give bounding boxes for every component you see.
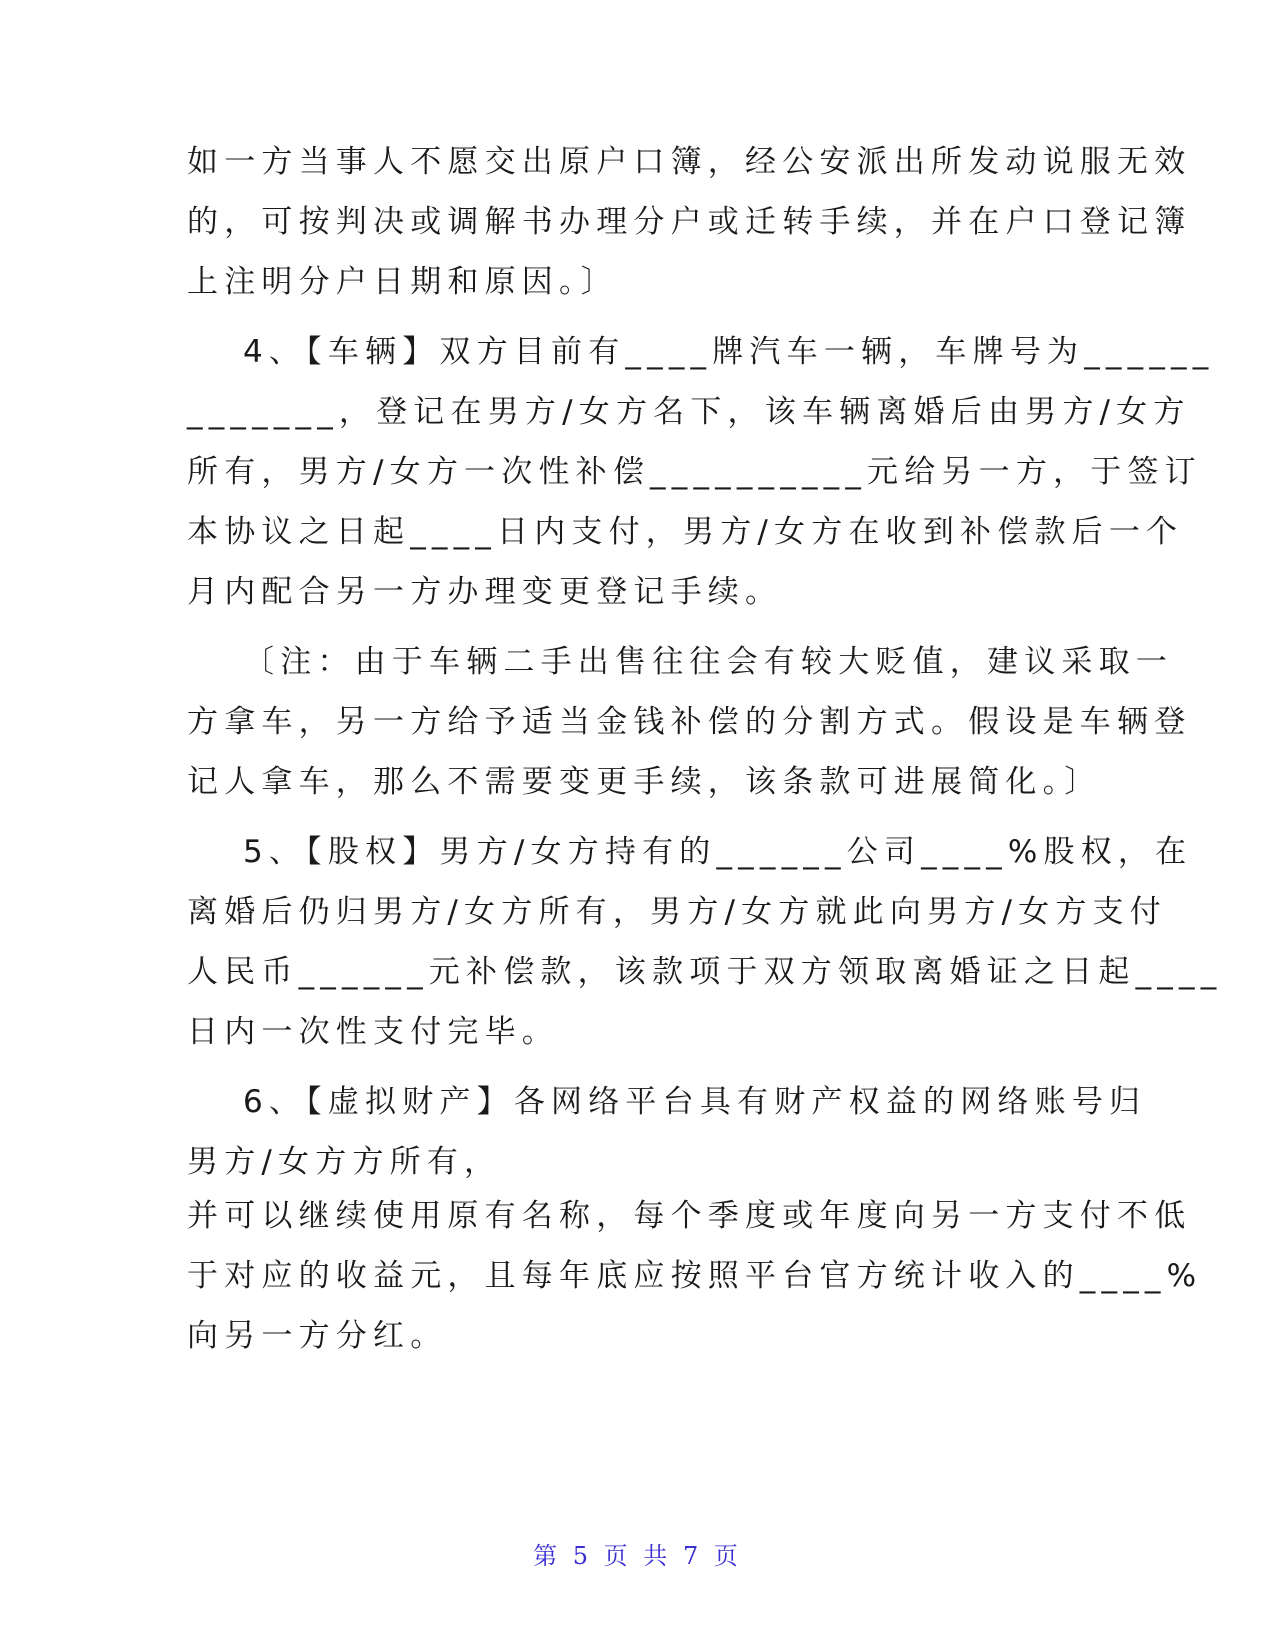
text-line: 向另一方分红。 (187, 1318, 448, 1354)
text-line: _______，登记在男方/女方名下，该车辆离婚后由男方/女方 (187, 394, 1191, 430)
text-line: 男方/女方方所有， (187, 1144, 502, 1180)
text-line: 本协议之日起____日内支付，男方/女方在收到补偿款后一个 (187, 514, 1184, 550)
clause-4-heading-line: 4、【车辆】双方目前有____牌汽车一辆，车牌号为______ (243, 334, 1215, 370)
text-line: 离婚后仍归男方/女方所有，男方/女方就此向男方/女方支付 (187, 894, 1167, 930)
page-number-footer: 第 5 页 共 7 页 (533, 1542, 742, 1570)
clause-6-heading-line: 6、【虚拟财产】各网络平台具有财产权益的网络账号归 (243, 1084, 1147, 1120)
text-line: 记人拿车，那么不需要变更手续，该条款可进展简化。〕 (187, 764, 1102, 800)
text-line: 方拿车，另一方给予适当金钱补偿的分割方式。假设是车辆登 (187, 704, 1192, 740)
clause-5-heading-line: 5、【股权】男方/女方持有的______公司____%股权，在 (243, 834, 1193, 870)
text-line: 日内一次性支付完毕。 (187, 1014, 559, 1050)
text-line: 如一方当事人不愿交出原户口簿，经公安派出所发动说服无效 (187, 144, 1192, 180)
text-line: 人民币______元补偿款，该款项于双方领取离婚证之日起____ (187, 954, 1223, 990)
text-line: 月内配合另一方办理变更登记手续。 (187, 574, 783, 610)
text-line: 的，可按判决或调解书办理分户或迁转手续，并在户口登记簿 (187, 204, 1192, 240)
text-line: 所有，男方/女方一次性补偿__________元给另一方，于签订 (187, 454, 1202, 490)
text-line: 并可以继续使用原有名称，每个季度或年度向另一方支付不低 (187, 1198, 1192, 1234)
note-line: 〔注：由于车辆二手出售往往会有较大贬值，建议采取一 (243, 644, 1173, 680)
text-line: 上注明分户日期和原因。〕 (187, 264, 618, 300)
text-line: 于对应的收益元，且每年底应按照平台官方统计收入的____% (187, 1258, 1203, 1294)
